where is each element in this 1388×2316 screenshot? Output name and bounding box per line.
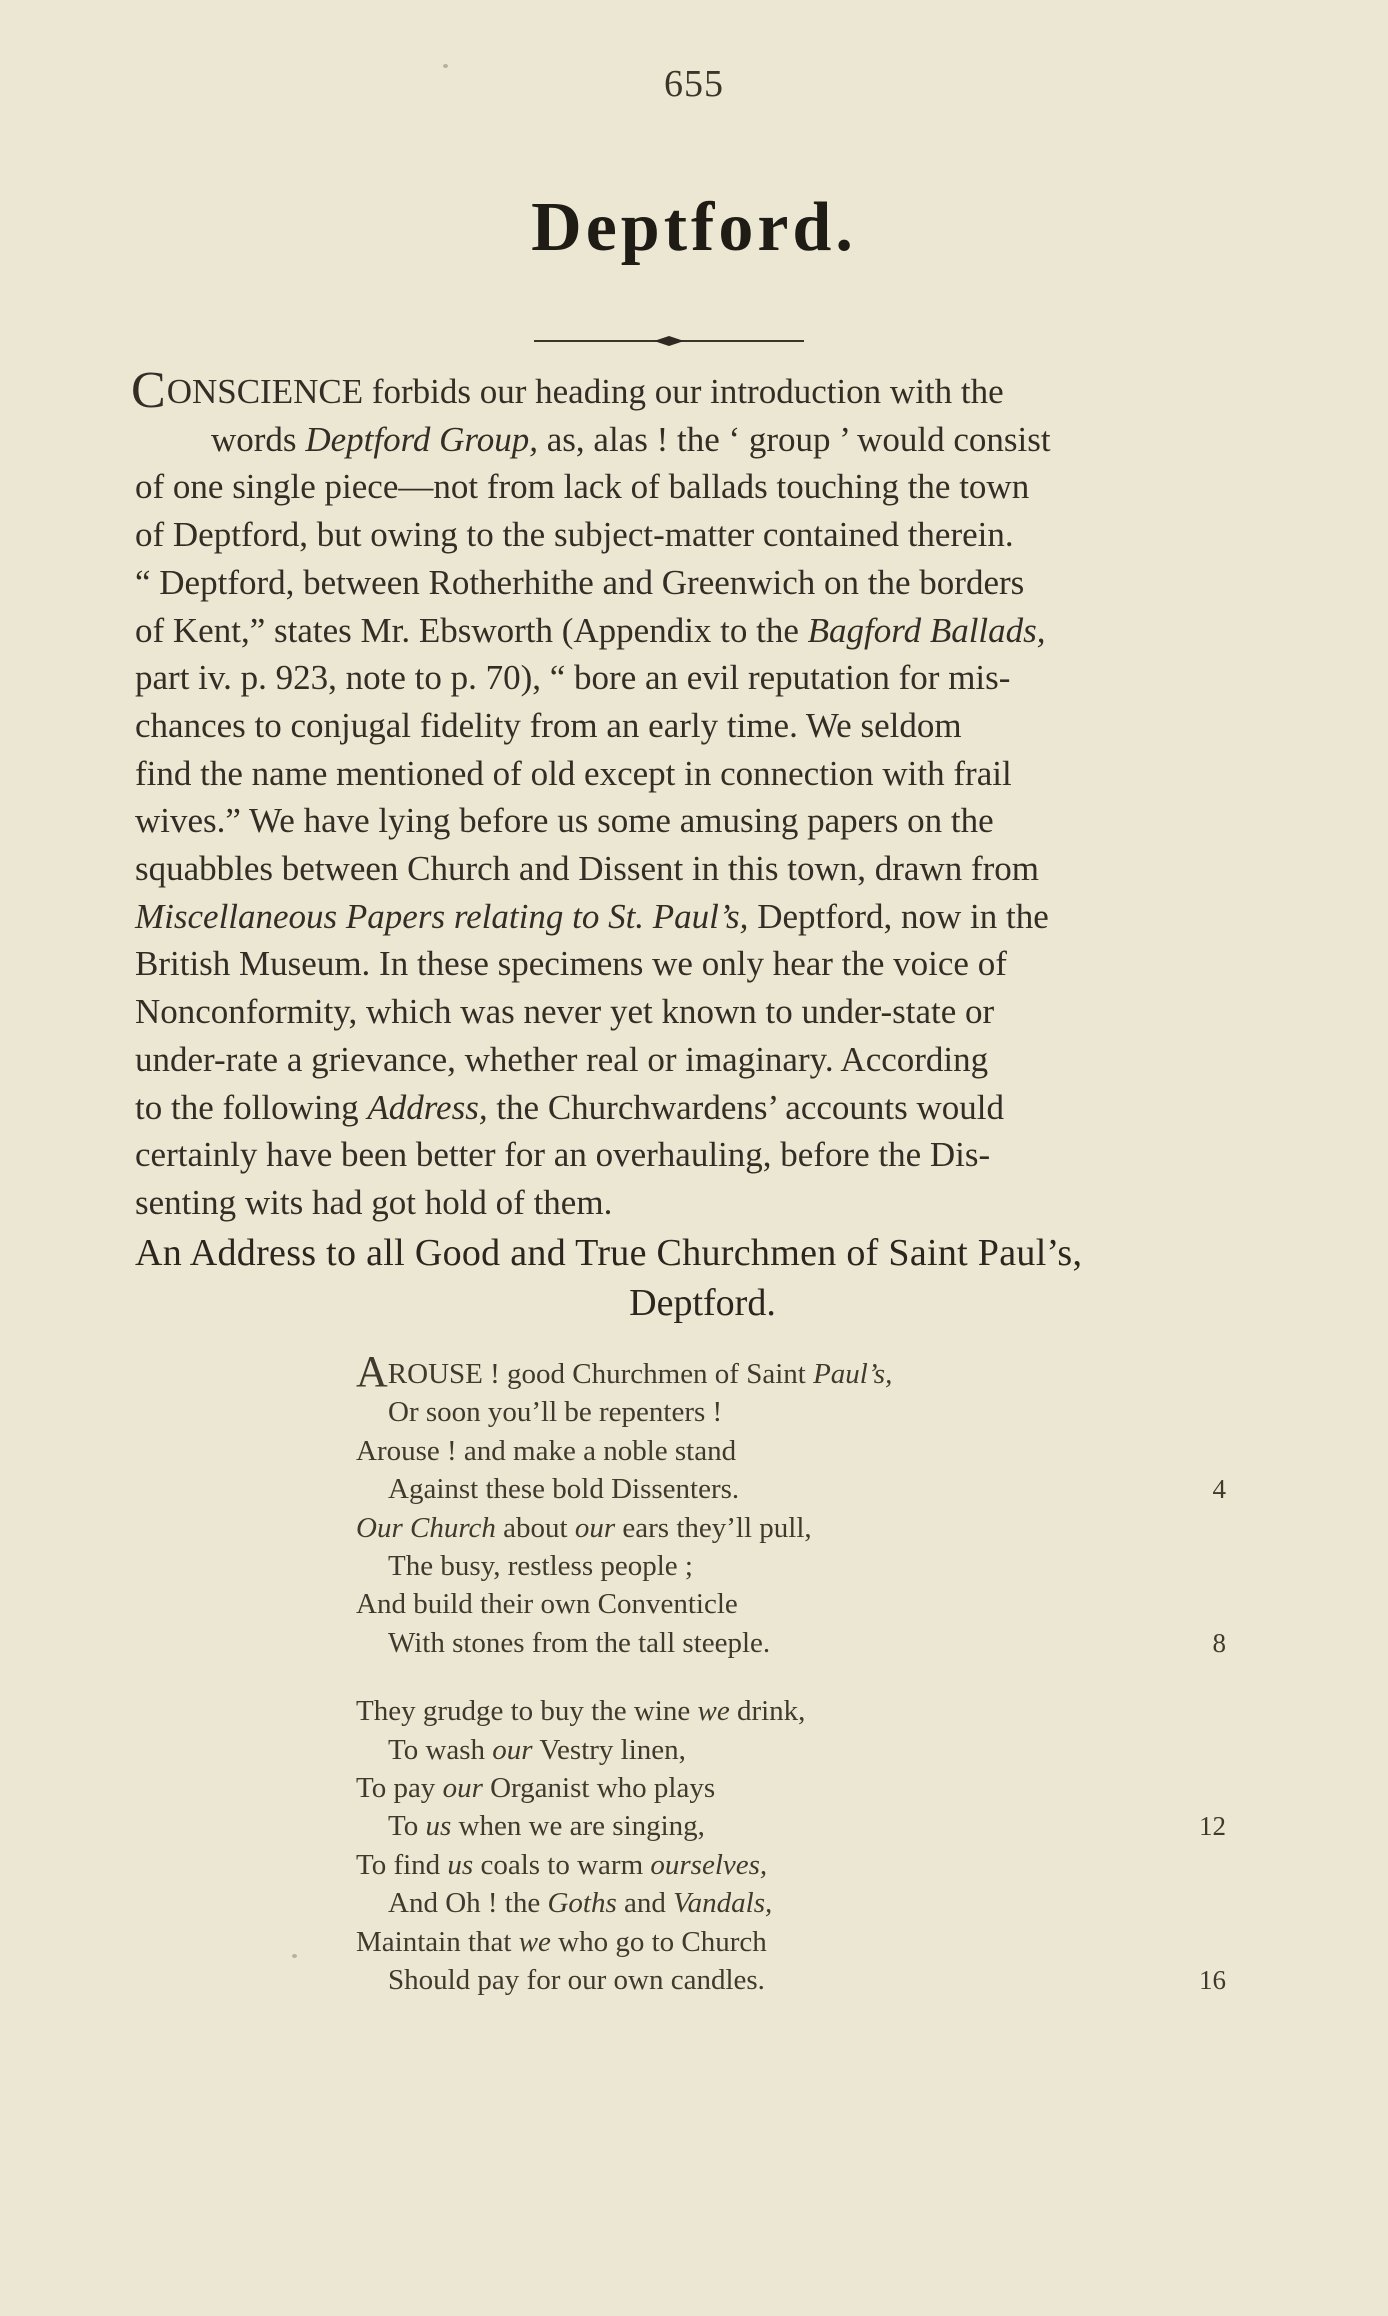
intro-paragraph [131,362,1225,1227]
intro-line: chances to conjugal fidelity from an early time. We seldom [135,705,962,745]
intro-line: Miscellaneous Papers relating to St. Paul’s, Deptford, now in the [135,896,1049,936]
line-number: 8 [1212,1627,1226,1658]
paper-speck [292,1954,297,1958]
intro-line: of Kent,” states Mr. Ebsworth (Appendix to the Bagford Ballads, [135,610,1046,650]
italic-text: our [442,1772,483,1805]
poem-line: Our Church about our ears they’ll pull, [356,1511,812,1544]
poem-line: Arouse ! and make a noble stand [356,1434,737,1467]
poem-line: To find us coals to warm ourselves, [356,1848,768,1881]
italic-text: Goths [547,1887,617,1920]
address-heading-line2: Deptford. [629,1282,776,1324]
intro-line: British Museum. In these specimens we only hear the voice of [135,944,1007,984]
poem [356,1347,1226,2000]
title-ornament-rule [534,333,804,349]
poem-drop-cap: A [356,1347,388,1396]
address-heading-line1: An Address to all Good and True Churchmen of Saint Paul’s, [135,1232,1083,1274]
line-number: 4 [1212,1474,1226,1505]
intro-line: wives.” We have lying before us some amusing papers on the [135,801,994,841]
italic-text: we [518,1925,551,1958]
poem-line: With stones from the tall steeple. 8 [356,1624,1226,1662]
intro-line: words Deptford Group, as, alas ! the ‘ group ’ would consist [211,419,1051,459]
italic-text: Bagford Ballads, [807,610,1046,650]
italic-text: Paul’s, [813,1358,893,1390]
intro-line: to the following Address, the Churchwardens’ accounts would [135,1087,1004,1127]
poem-line: Maintain that we who go to Church [356,1925,767,1958]
poem-line: AROUSE ! good Churchmen of Saint Paul’s, [356,1347,893,1396]
page-title: Deptford. [531,189,857,266]
italic-text: our [574,1511,616,1544]
intro-line: part iv. p. 923, note to p. 70), “ bore an evil reputation for mis- [135,658,1011,698]
italic-text: we [697,1695,730,1728]
italic-text: us [425,1810,452,1843]
drop-cap: C [131,362,166,419]
intro-line: certainly have been better for an overhauling, before the Dis- [135,1135,991,1175]
italic-text: Vandals, [673,1887,773,1920]
poem-line: Should pay for our own candles. 16 [356,1961,1226,1999]
poem-line: Or soon you’ll be repenters ! [388,1396,723,1429]
poem-line: To pay our Organist who plays [356,1772,716,1805]
page-number: 655 [664,63,724,105]
paper-speck [443,64,448,68]
poem-line: Against these bold Dissenters. 4 [356,1470,1226,1508]
intro-line: CONSCIENCE forbids our heading our introduction with the [131,362,1004,419]
intro-line: senting wits had got hold of them. [135,1182,613,1222]
poem-stanza [356,1692,1226,1999]
italic-text: us [447,1848,474,1881]
poem-line: And build their own Conventicle [356,1588,738,1621]
intro-line: find the name mentioned of old except in connection with frail [135,753,1012,793]
italic-text: Miscellaneous Papers relating to St. Paul’s, [135,896,749,936]
poem-line: The busy, restless people ; [388,1550,693,1583]
italic-text: Address, [367,1087,488,1127]
italic-text: Deptford Group, [305,419,538,459]
address-heading [135,1228,1225,1328]
poem-line: To wash our Vestry linen, [388,1733,686,1766]
intro-line: of one single piece—not from lack of ballads touching the town [135,467,1030,507]
italic-text: Our Church [356,1511,496,1544]
line-number: 16 [1199,1965,1226,1996]
poem-line: To us when we are singing, 12 [356,1807,1226,1845]
intro-line: squabbles between Church and Dissent in this town, drawn from [135,849,1040,889]
italic-text: ourselves, [650,1848,768,1881]
line-number: 12 [1199,1811,1226,1842]
intro-line: “ Deptford, between Rotherhithe and Greenwich on the borders [135,562,1025,602]
poem-line: They grudge to buy the wine we drink, [356,1695,806,1728]
italic-text: our [492,1733,533,1766]
intro-line: of Deptford, but owing to the subject-matter contained therein. [135,515,1014,555]
poem-line: And Oh ! the Goths and Vandals, [388,1887,773,1920]
intro-line: under-rate a grievance, whether real or imaginary. According [135,1039,989,1079]
poem-stanza [356,1347,1226,1662]
intro-line: Nonconformity, which was never yet known to under-state or [135,992,995,1032]
